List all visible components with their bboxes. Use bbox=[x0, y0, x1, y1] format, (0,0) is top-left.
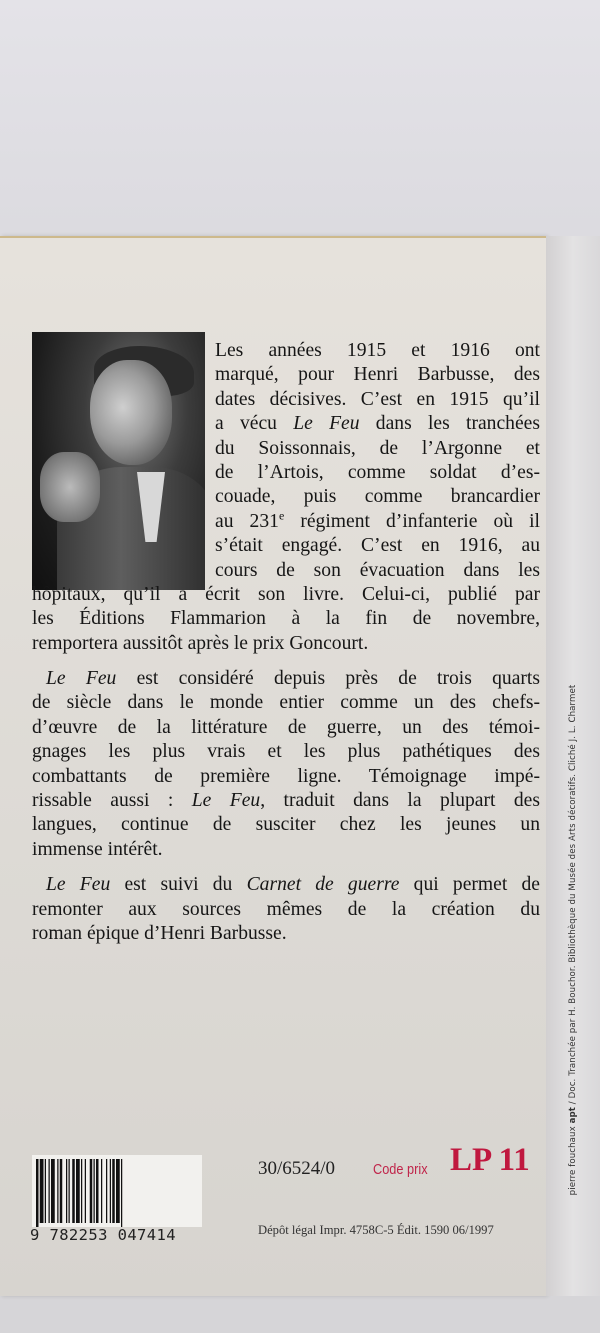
text-segment: est suivi du bbox=[110, 874, 247, 896]
barcode-bar bbox=[57, 1159, 58, 1223]
text-segment: du Soissonnais, de l’Argonne et bbox=[215, 437, 540, 459]
text-line bbox=[32, 691, 540, 715]
italic-title: Carnet de guerre bbox=[246, 874, 400, 896]
barcode-bar bbox=[76, 1159, 80, 1223]
text-segment: rissable aussi : bbox=[32, 790, 192, 812]
text-segment: immense intérêt. bbox=[32, 838, 163, 860]
text-line bbox=[215, 461, 540, 485]
text-segment: est considéré depuis près de trois quarts bbox=[116, 668, 540, 690]
barcode-bar bbox=[66, 1159, 67, 1223]
price-code-label: Code prix bbox=[373, 1161, 428, 1178]
text-line bbox=[215, 559, 540, 583]
text-line bbox=[32, 838, 540, 862]
text-line bbox=[32, 583, 540, 607]
text-segment: hôpitaux, qu’il a écrit son livre. Celui-ci, publié par bbox=[32, 583, 540, 605]
text-segment: langues, continue de susciter chez les jeunes un bbox=[32, 814, 540, 836]
credit-prefix: pierre fouchaux bbox=[568, 1123, 578, 1196]
photo-credit bbox=[568, 685, 578, 1196]
barcode-bar bbox=[121, 1159, 122, 1227]
text-segment: dans les tranchées bbox=[359, 413, 540, 435]
barcode-bar bbox=[106, 1159, 107, 1223]
barcode-bar bbox=[116, 1159, 120, 1223]
text-segment: , traduit dans la plupart des bbox=[260, 790, 540, 812]
text-segment: de l’Artois, comme soldat d’es- bbox=[215, 461, 540, 483]
text-line bbox=[32, 813, 540, 837]
text-segment: dates décisives. C’est en 1915 qu’il bbox=[215, 388, 540, 410]
barcode-bar bbox=[112, 1159, 115, 1223]
italic-title: Le Feu bbox=[191, 790, 261, 812]
text-line bbox=[32, 607, 540, 631]
text-segment: e bbox=[278, 508, 285, 523]
barcode-bar bbox=[51, 1159, 55, 1223]
credit-text: / Doc. Tranchée par H. Bouchor. Bibliothèque du Musée des Arts décoratifs. Cliché J. L. Charmet bbox=[568, 684, 578, 1108]
legal-deposit: Dépôt légal Impr. 4758C-5 Édit. 1590 06/1997 bbox=[258, 1223, 494, 1237]
text-segment: a vécu bbox=[215, 413, 294, 435]
text-line bbox=[32, 898, 540, 922]
text-line bbox=[32, 632, 540, 656]
barcode-bar bbox=[69, 1159, 70, 1223]
text-segment: marqué, pour Henri Barbusse, des bbox=[215, 364, 540, 386]
text-line bbox=[215, 388, 540, 412]
text-line bbox=[215, 437, 540, 461]
barcode-bar bbox=[40, 1159, 44, 1223]
italic-title: Le Feu bbox=[46, 668, 117, 690]
text-segment: gnages les plus vrais et les plus pathétiques des bbox=[32, 741, 540, 763]
text-segment: remonter aux sources mêmes de la création du bbox=[32, 898, 540, 920]
text-line bbox=[32, 765, 540, 789]
barcode-bar bbox=[49, 1159, 50, 1223]
text-line bbox=[32, 873, 540, 897]
text-segment: remportera aussitôt après le prix Goncourt. bbox=[32, 632, 369, 654]
text-line bbox=[32, 667, 540, 691]
barcode-bar bbox=[94, 1159, 95, 1223]
barcode-bar bbox=[96, 1159, 99, 1223]
text-line bbox=[215, 485, 540, 509]
text-segment: régiment d’infanterie où il bbox=[284, 510, 540, 532]
text-segment: d’œuvre de la littérature de guerre, un des témoi- bbox=[32, 716, 540, 738]
text-segment: couade, puis comme brancardier bbox=[215, 486, 540, 508]
text-line bbox=[215, 339, 540, 363]
text-line bbox=[215, 534, 540, 558]
credit-brand: apt bbox=[568, 1107, 578, 1124]
barcode-bar bbox=[81, 1159, 82, 1223]
text-segment: au 231 bbox=[215, 510, 279, 532]
text-line bbox=[215, 412, 540, 436]
reference-number: 30/6524/0 bbox=[258, 1158, 336, 1179]
barcode-bar bbox=[60, 1159, 63, 1223]
text-segment: Les années 1915 et 1916 ont bbox=[215, 340, 540, 361]
text-line bbox=[32, 922, 540, 946]
isbn-digits: 9 782253 047414 bbox=[30, 1226, 176, 1244]
barcode-bar bbox=[101, 1159, 102, 1223]
text-line bbox=[32, 716, 540, 740]
text-segment: s’était engagé. C’est en 1916, au bbox=[215, 535, 540, 557]
text-line bbox=[32, 740, 540, 764]
italic-title: Le Feu bbox=[293, 413, 360, 435]
italic-title: Le Feu bbox=[46, 874, 111, 896]
text-segment: les Éditions Flammarion à la fin de novembre, bbox=[32, 608, 540, 630]
blurb-text bbox=[32, 339, 540, 946]
barcode-bar bbox=[45, 1159, 46, 1223]
text-segment: roman épique d’Henri Barbusse. bbox=[32, 922, 287, 944]
price-code-value: LP 11 bbox=[450, 1142, 530, 1178]
text-line bbox=[215, 510, 540, 534]
text-line bbox=[32, 789, 540, 813]
barcode-bar bbox=[36, 1159, 39, 1227]
text-segment: combattants de première ligne. Témoignage impé- bbox=[32, 765, 540, 787]
barcode-bar bbox=[110, 1159, 111, 1223]
text-segment: cours de son évacuation dans les bbox=[215, 559, 540, 581]
barcode-bar bbox=[90, 1159, 93, 1223]
barcode-bar bbox=[72, 1159, 75, 1223]
text-segment: qui permet de bbox=[399, 874, 540, 896]
text-line bbox=[215, 363, 540, 387]
barcode bbox=[32, 1155, 202, 1227]
text-segment: de siècle dans le monde entier comme un des chefs- bbox=[32, 692, 540, 714]
barcode-bar bbox=[85, 1159, 86, 1223]
